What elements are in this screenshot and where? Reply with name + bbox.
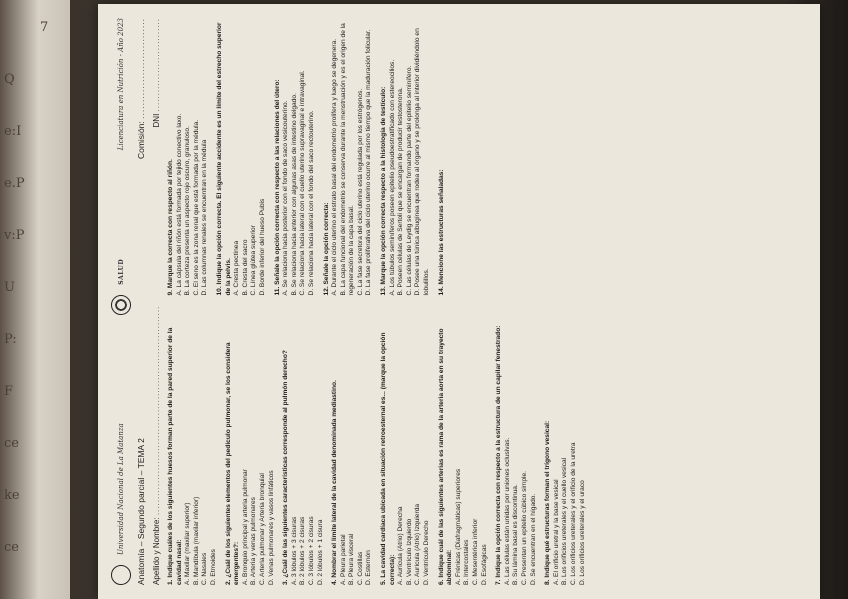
question-text: 2. ¿Cuál de los siguientes elementos del pedículo pulmonar, se los considera emergentes?:	[224, 342, 241, 585]
edge-mark: ke	[4, 488, 20, 503]
header-logos	[110, 18, 132, 585]
answer-option[interactable]: D. Se relaciona hacia lateral con el fondo del saco rectouterino.	[307, 110, 315, 296]
question	[331, 308, 374, 586]
question-column	[167, 308, 593, 586]
answer-option[interactable]: B. Intercostales	[463, 539, 471, 585]
question	[544, 308, 587, 586]
question	[274, 18, 317, 296]
question-text: 8. Indique qué estructuras forman el trígono vesical:	[544, 420, 552, 585]
answer-option[interactable]: D. Ventrículo Derecho	[423, 520, 431, 585]
question-text: 5. La cavidad cardíaca ubicada en situación retroesternal es... (marque la opción correcta):	[380, 332, 396, 585]
question-text: 6. Indique cuál de las siguientes arterias es rama de la arteria aorta en su trayecto abdominal:	[437, 328, 454, 585]
answer-option[interactable]: C. Las células de Leydig se encuentran formando parte del epitelio seminífero.	[405, 65, 413, 296]
answer-option[interactable]: C. Línea glútea superior	[250, 225, 258, 296]
answer-option[interactable]: A. Durante el ciclo uterino el estrato basal del endometrio prolifera y luego se degenera.	[331, 38, 339, 296]
answer-option[interactable]: A. El orificio uretral y la base vesical	[552, 479, 560, 585]
answer-option[interactable]: B. Cresta del sacro	[241, 239, 249, 296]
answer-option[interactable]: C. Nasales	[201, 552, 209, 585]
answer-option[interactable]: D. Etmoides	[209, 549, 217, 585]
question-text: 3. ¿Cuál de las siguientes características corresponde al pulmón derecho?	[282, 350, 290, 585]
exam-sheet	[98, 4, 820, 599]
question	[438, 18, 447, 296]
question-text: 7. Indique la opción correcta con respecto a la estructura de un capilar fenestrado:	[495, 325, 503, 585]
answer-option[interactable]: A. Los túbulos seminíferos poseen epitelio pseudoestratificado con estereocilios.	[388, 59, 396, 296]
answer-option[interactable]: B. Arteria y venas pulmonares	[250, 497, 258, 585]
edge-mark: Q	[4, 72, 15, 87]
answer-option[interactable]: A. Se relaciona hacia posterior con el fondo de saco vesicouterino.	[282, 100, 290, 296]
edge-mark: ce	[4, 436, 19, 451]
edge-mark: U	[4, 280, 15, 295]
question-text: 13. Marque la opción correcta respecto a la histología de testículo:	[380, 86, 388, 296]
university-logo-icon	[111, 565, 131, 585]
dni-field: DNI .............................	[152, 18, 161, 128]
question-text: 12. Señale la opción correcta:	[322, 202, 330, 296]
answer-option[interactable]: D. Se encuentran en el hígado.	[529, 493, 537, 585]
name-label: Apellido y Nombre:	[152, 517, 161, 585]
question	[380, 18, 432, 296]
answer-option[interactable]: B. Su lámina basal es discontinua.	[512, 484, 520, 585]
question	[380, 308, 432, 586]
edge-mark: ce	[4, 540, 19, 555]
answer-option[interactable]: B. La corteza presenta un aspecto rojo oscuro, granuloso.	[184, 126, 192, 296]
edge-mark: 7	[40, 20, 49, 35]
edge-mark: F	[4, 384, 14, 399]
answer-option[interactable]: B. Pleura visceral	[348, 533, 356, 585]
question	[282, 308, 325, 586]
question-text: 14. Mencione las estructuras señaladas:	[437, 169, 445, 296]
question	[323, 18, 375, 296]
answer-option[interactable]: B. Se relaciona hacia anterior con algunas asas de intestino delgado.	[290, 93, 298, 296]
answer-option[interactable]: C. La fase secretora del ciclo uterino está regulada por los estrógenos.	[356, 88, 364, 296]
edge-mark: e.P	[4, 176, 25, 191]
answer-option[interactable]: C. Mesentérica inferior	[472, 518, 479, 585]
question	[167, 308, 219, 586]
answer-option[interactable]: D. Esternón	[365, 550, 373, 585]
answer-option[interactable]: D. Esofágicas	[480, 544, 488, 585]
answer-option[interactable]: C. 3 lóbulos + 2 cisuras	[307, 516, 315, 585]
answer-option[interactable]: A. 3 lóbulos + 3 cisuras	[290, 516, 298, 585]
answer-option[interactable]: B. Los orificios ureterales y el cuello vesical	[561, 457, 569, 585]
answer-option[interactable]: A. Aurícula (Atrio) Derecha	[397, 506, 405, 585]
edge-mark: e:I	[4, 124, 22, 139]
edge-mark: P:	[4, 332, 17, 347]
answer-option[interactable]: D. Posee una túnica albugínea que rodea al órgano y se prolonga al interior dividiéndolo en lobulillos.	[414, 28, 431, 296]
question-text: 9. Marque la correcta con respecto al riñón.	[167, 159, 174, 296]
answer-option[interactable]: C. Presentan un epitelio cúbico simple.	[520, 471, 528, 585]
answer-option[interactable]: B. Ventrículo Izquierdo	[405, 518, 413, 585]
answer-option[interactable]: B. Poseen células de Sertoli que se encargan de producir testosterona.	[397, 87, 405, 296]
question-text: 11. Señale la opción correcta con respecto a las relaciones del útero:	[273, 79, 281, 296]
question-text: 10. Indique la opción correcta. El siguiente accidente es un límite del estrecho superior de la pelvis.	[215, 22, 232, 296]
answer-option[interactable]: D. Borde inferior del hueso Pubis	[258, 198, 266, 296]
questions-columns	[167, 18, 593, 585]
answer-option[interactable]: C. El seno es la zona renal que está formada por la médula.	[192, 119, 200, 296]
program-name: Licenciatura en Nutrición - Año 2023	[117, 18, 125, 151]
answer-option[interactable]: C. Arteria pulmonar y Arteria bronquial	[258, 473, 266, 585]
answer-option[interactable]: D. Venas pulmonares y vasos linfáticos	[267, 470, 275, 585]
dni-label: DNI	[152, 113, 161, 128]
question	[167, 18, 210, 296]
question-text: 1. Indique cuáles de los siguientes huesos forman parte de la pared superior de la cavidad nasal:	[167, 327, 183, 585]
name-field: Apellido y Nombre: .................................................................	[152, 305, 161, 585]
answer-option[interactable]: A. Bronquio principal y arteria pulmonar	[241, 469, 249, 585]
question-text: 4. Nombrar el límite lateral de la cavidad denominada mediastino.	[331, 380, 339, 585]
question	[216, 18, 268, 296]
answer-option[interactable]: B. Mandíbula (maxilar inferior)	[192, 496, 200, 585]
question	[495, 308, 538, 586]
answer-option[interactable]: A. Cresta pectínea	[233, 240, 241, 296]
adjacent-page-edge	[0, 0, 70, 599]
exam-title: Anatomía – Segundo parcial – TEMA 2	[136, 438, 146, 585]
answer-option[interactable]: C. Costillas	[356, 551, 364, 585]
question-column	[167, 18, 593, 296]
answer-option[interactable]: D. 2 lóbulos + 1 cisura	[316, 519, 324, 585]
answer-option[interactable]: B. 2 lóbulos + 2 cisuras	[299, 516, 307, 585]
answer-option[interactable]: A. Maxilar (maxilar superior)	[184, 502, 192, 585]
answer-option[interactable]: C. Aurícula (Atrio) Izquierda	[414, 504, 422, 585]
answer-option[interactable]: A. Pleura parietal	[339, 534, 347, 585]
answer-option[interactable]: D. Los orificios ureterales y el uraco	[578, 480, 586, 585]
answer-option[interactable]: A. Las células están unidas por uniones oclusivas.	[503, 437, 511, 585]
university-name: Universidad Nacional de La Matanza	[117, 423, 125, 555]
answer-option[interactable]: B. La capa funcional del endometrio se conserva durante la menstruación y es el origen de la regeneración de la capa basal.	[339, 23, 356, 296]
answer-option[interactable]: D. La fase proliferativa del ciclo uterino ocurre al mismo tiempo que la maduración folicular.	[365, 29, 373, 296]
edge-mark: v:P	[4, 228, 25, 243]
commission-label: Comisión:	[136, 121, 146, 160]
commission-field: Comisión: ..............................	[136, 18, 146, 160]
salud-label: SALUD	[117, 258, 125, 285]
answer-option[interactable]: C. Los orificios ureterales y el orificio de la uretra	[569, 442, 577, 585]
answer-option[interactable]: C. Se relaciona hacia lateral con el cuello uterino supravaginal e intravaginal.	[299, 70, 307, 296]
salud-logo-icon	[111, 295, 131, 315]
question	[225, 308, 277, 586]
question	[438, 308, 490, 586]
answer-option[interactable]: D. Las columnas renales se encuentran en la médula	[201, 139, 209, 296]
answer-option[interactable]: A. Frénicas (Diafragmáticas) superiores	[454, 468, 462, 585]
answer-option[interactable]: A. La cápsula del riñón está formada por tejido conectivo laxo.	[175, 113, 183, 296]
